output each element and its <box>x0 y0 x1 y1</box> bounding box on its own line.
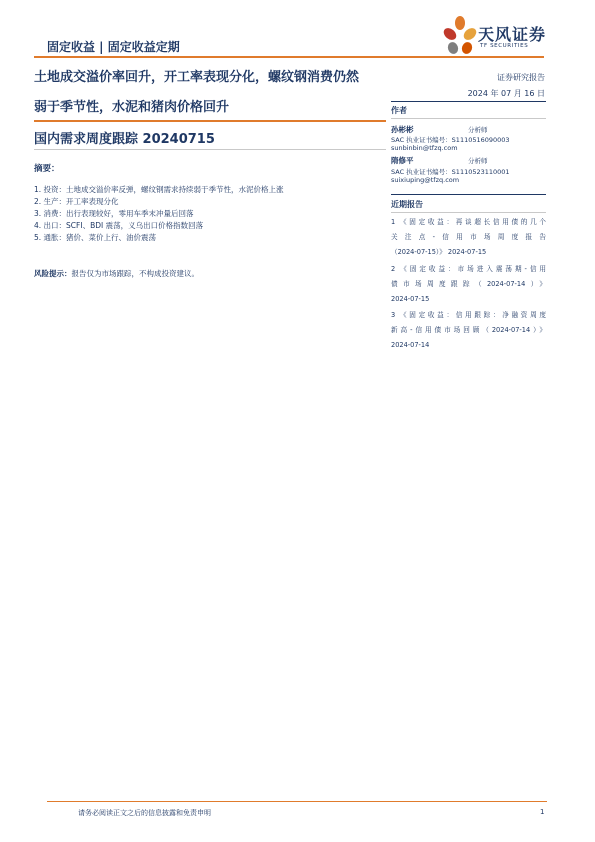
author-role: 分析师 <box>468 126 488 134</box>
recent-report-item[interactable] <box>391 308 546 353</box>
recent-report-line: 关注点-信用市场周度报告 <box>391 233 546 241</box>
summary-item: 5. 通胀：猪价、菜价上行、油价震荡 <box>34 233 157 242</box>
risk-warning-label: 风险提示： <box>34 269 72 278</box>
summary-list <box>34 184 384 244</box>
recent-report-item[interactable] <box>391 215 546 260</box>
risk-warning <box>34 268 199 279</box>
title-divider <box>34 120 386 122</box>
recent-report-line: （2024-07-15）》 2024-07-15 <box>391 248 487 256</box>
logo-english-name: TF SECURITIES <box>480 43 529 49</box>
author-email[interactable]: suixiuping@tfzq.com <box>391 176 460 184</box>
recent-reports-divider <box>391 212 546 213</box>
summary-item: 2. 生产：开工率表现分化 <box>34 197 119 206</box>
author-sac-number: SAC 执业证书编号：S1110523110001 <box>391 168 510 176</box>
recent-reports-top-divider <box>391 194 546 195</box>
author-name: 隋修平 <box>391 156 414 165</box>
authors-top-divider <box>391 101 546 102</box>
recent-report-line: 3 《固定收益：信用跟踪：净融资周度 <box>391 311 546 319</box>
recent-report-line: 1 《固定收益：再谈超长信用债的几个 <box>391 218 546 226</box>
recent-report-line: 2 《固定收益：市场进入震荡期-信用 <box>391 265 546 273</box>
logo-wordmark: 天风证券 <box>478 25 547 44</box>
logo-petals-icon <box>440 14 480 58</box>
recent-reports-heading: 近期报告 <box>391 200 423 209</box>
footer-divider <box>47 801 547 802</box>
recent-report-line: 新高-信用债市场回顾（2024-07-14）》 <box>391 326 546 334</box>
report-subtitle: 国内需求周度跟踪 20240715 <box>34 132 215 147</box>
summary-item: 1. 投资：土地成交溢价率反弹，螺纹钢需求持续弱于季节性，水泥价格上涨 <box>34 185 284 194</box>
risk-warning-text: 报告仅为市场跟踪，不构成投资建议。 <box>71 269 199 278</box>
recent-report-line: 债市场周度跟踪（2024-07-14）》 <box>391 280 546 288</box>
footer-disclaimer: 请务必阅读正文之后的信息披露和免责申明 <box>78 809 211 817</box>
author-email[interactable]: sunbinbin@tfzq.com <box>391 144 458 152</box>
recent-report-line: 2024-07-14 <box>391 341 430 349</box>
subtitle-divider <box>34 149 386 150</box>
author-name: 孙彬彬 <box>391 125 414 134</box>
page-number: 1 <box>540 808 545 816</box>
author-role: 分析师 <box>468 157 488 165</box>
summary-item: 3. 消费：出行表现较好，零用车季末冲量后回落 <box>34 209 194 218</box>
report-date: 2024 年 07 月 16 日 <box>467 89 545 98</box>
report-title-line-2: 弱于季节性，水泥和猪肉价格回升 <box>34 100 230 115</box>
report-title-line-1: 土地成交溢价率回升，开工率表现分化，螺纹钢消费仍然 <box>34 70 360 85</box>
section-tag: 固定收益 | 固定收益定期 <box>47 40 180 54</box>
summary-item: 4. 出口：SCFI、BDI 震荡，义乌出口价格指数回落 <box>34 221 204 230</box>
recent-report-item[interactable] <box>391 262 546 307</box>
authors-heading: 作者 <box>391 106 407 115</box>
authors-divider <box>391 118 546 119</box>
recent-report-line: 2024-07-15 <box>391 295 430 303</box>
author-sac-number: SAC 执业证书编号：S1110516090003 <box>391 136 510 144</box>
report-type: 证券研究报告 <box>497 73 545 82</box>
summary-heading: 摘要： <box>34 164 60 174</box>
